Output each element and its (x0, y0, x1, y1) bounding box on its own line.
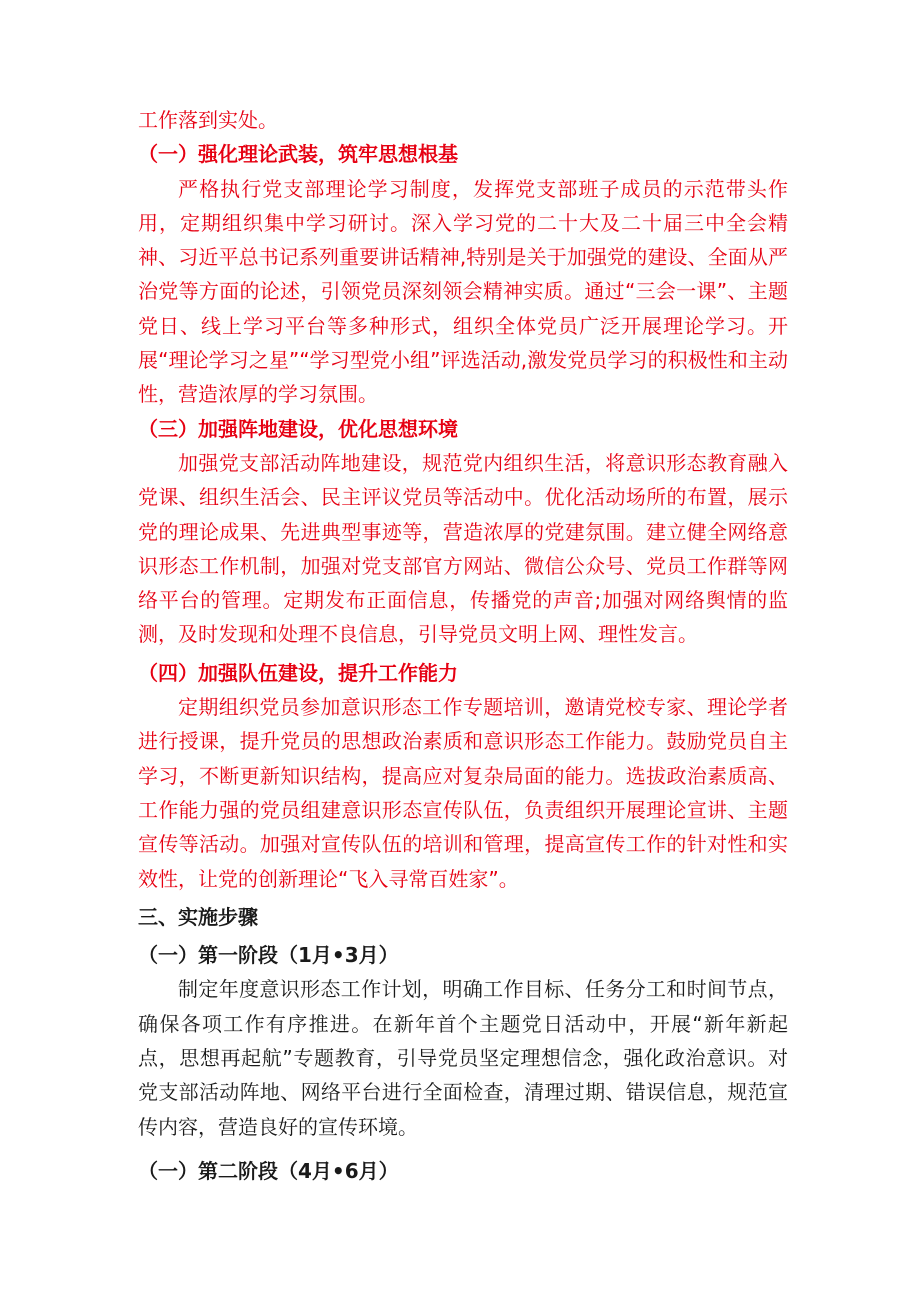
paragraph-team-building: 定期组织党员参加意识形态工作专题培训，邀请党校专家、理论学者进行授课，提升党员的思想政治素质和意识形态工作能力。鼓励党员自主学习，不断更新知识结构，提高应对复杂局面的能力。选拔政治素质高、工作能力强的党员组建意识形态宣传队伍，负责组织开展理论宣讲、主题宣传等活动。加强对宣传队伍的培训和管理，提高宣传工作的针对性和实效性，让党的创新理论“飞入寻常百姓家”。 (138, 695, 788, 891)
continuation-line: 工作落到实处。 (138, 108, 278, 132)
document-body (138, 103, 788, 1188)
subheading-strengthen-theory: （一）强化理论武装，筑牢思想根基 (138, 142, 458, 167)
paragraph-theory-study: 严格执行党支部理论学习制度，发挥党支部班子成员的示范带头作用，定期组织集中学习研讨。深入学习党的二十大及二十届三中全会精神、习近平总书记系列重要讲话精神,特别是关于加强党的建设、全面从严治党等方面的论述，引领党员深刻领会精神实质。通过“三会一课”、主题党日、线上学习平台等多种形式，组织全体党员广泛开展理论学习。开展“理论学习之星”“学习型党小组”评选活动,激发党员学习的积极性和主动性，营造浓厚的学习氛围。 (138, 176, 788, 407)
section-heading-implementation-steps: 三、实施步骤 (138, 904, 258, 929)
subheading-phase-one: （一）第一阶段（1月•3月） (138, 943, 399, 968)
paragraph-position-building: 加强党支部活动阵地建设，规范党内组织生活，将意识形态教育融入党课、组织生活会、民主评议党员等活动中。优化活动场所的布置，展示党的理论成果、先进典型事迹等，营造浓厚的党建氛围。建立健全网络意识形态工作机制，加强对党支部官方网站、微信公众号、党员工作群等网络平台的管理。定期发布正面信息，传播党的声音;加强对网络舆情的监测，及时发现和处理不良信息，引导党员文明上网、理性发言。 (138, 450, 788, 647)
subheading-position-building: （三）加强阵地建设，优化思想环境 (138, 416, 458, 441)
subheading-phase-two: （一）第二阶段（4月•6月） (138, 1158, 399, 1183)
paragraph-phase-one: 制定年度意识形态工作计划，明确工作目标、任务分工和时间节点，确保各项工作有序推进。在新年首个主题党日活动中，开展“新年新起点，思想再起航”专题教育，引导党员坚定理想信念，强化政治意识。对党支部活动阵地、网络平台进行全面检查，清理过期、错误信息，规范宣传内容，营造良好的宣传环境。 (138, 977, 788, 1139)
subheading-team-building: （四）加强队伍建设，提升工作能力 (138, 660, 458, 685)
